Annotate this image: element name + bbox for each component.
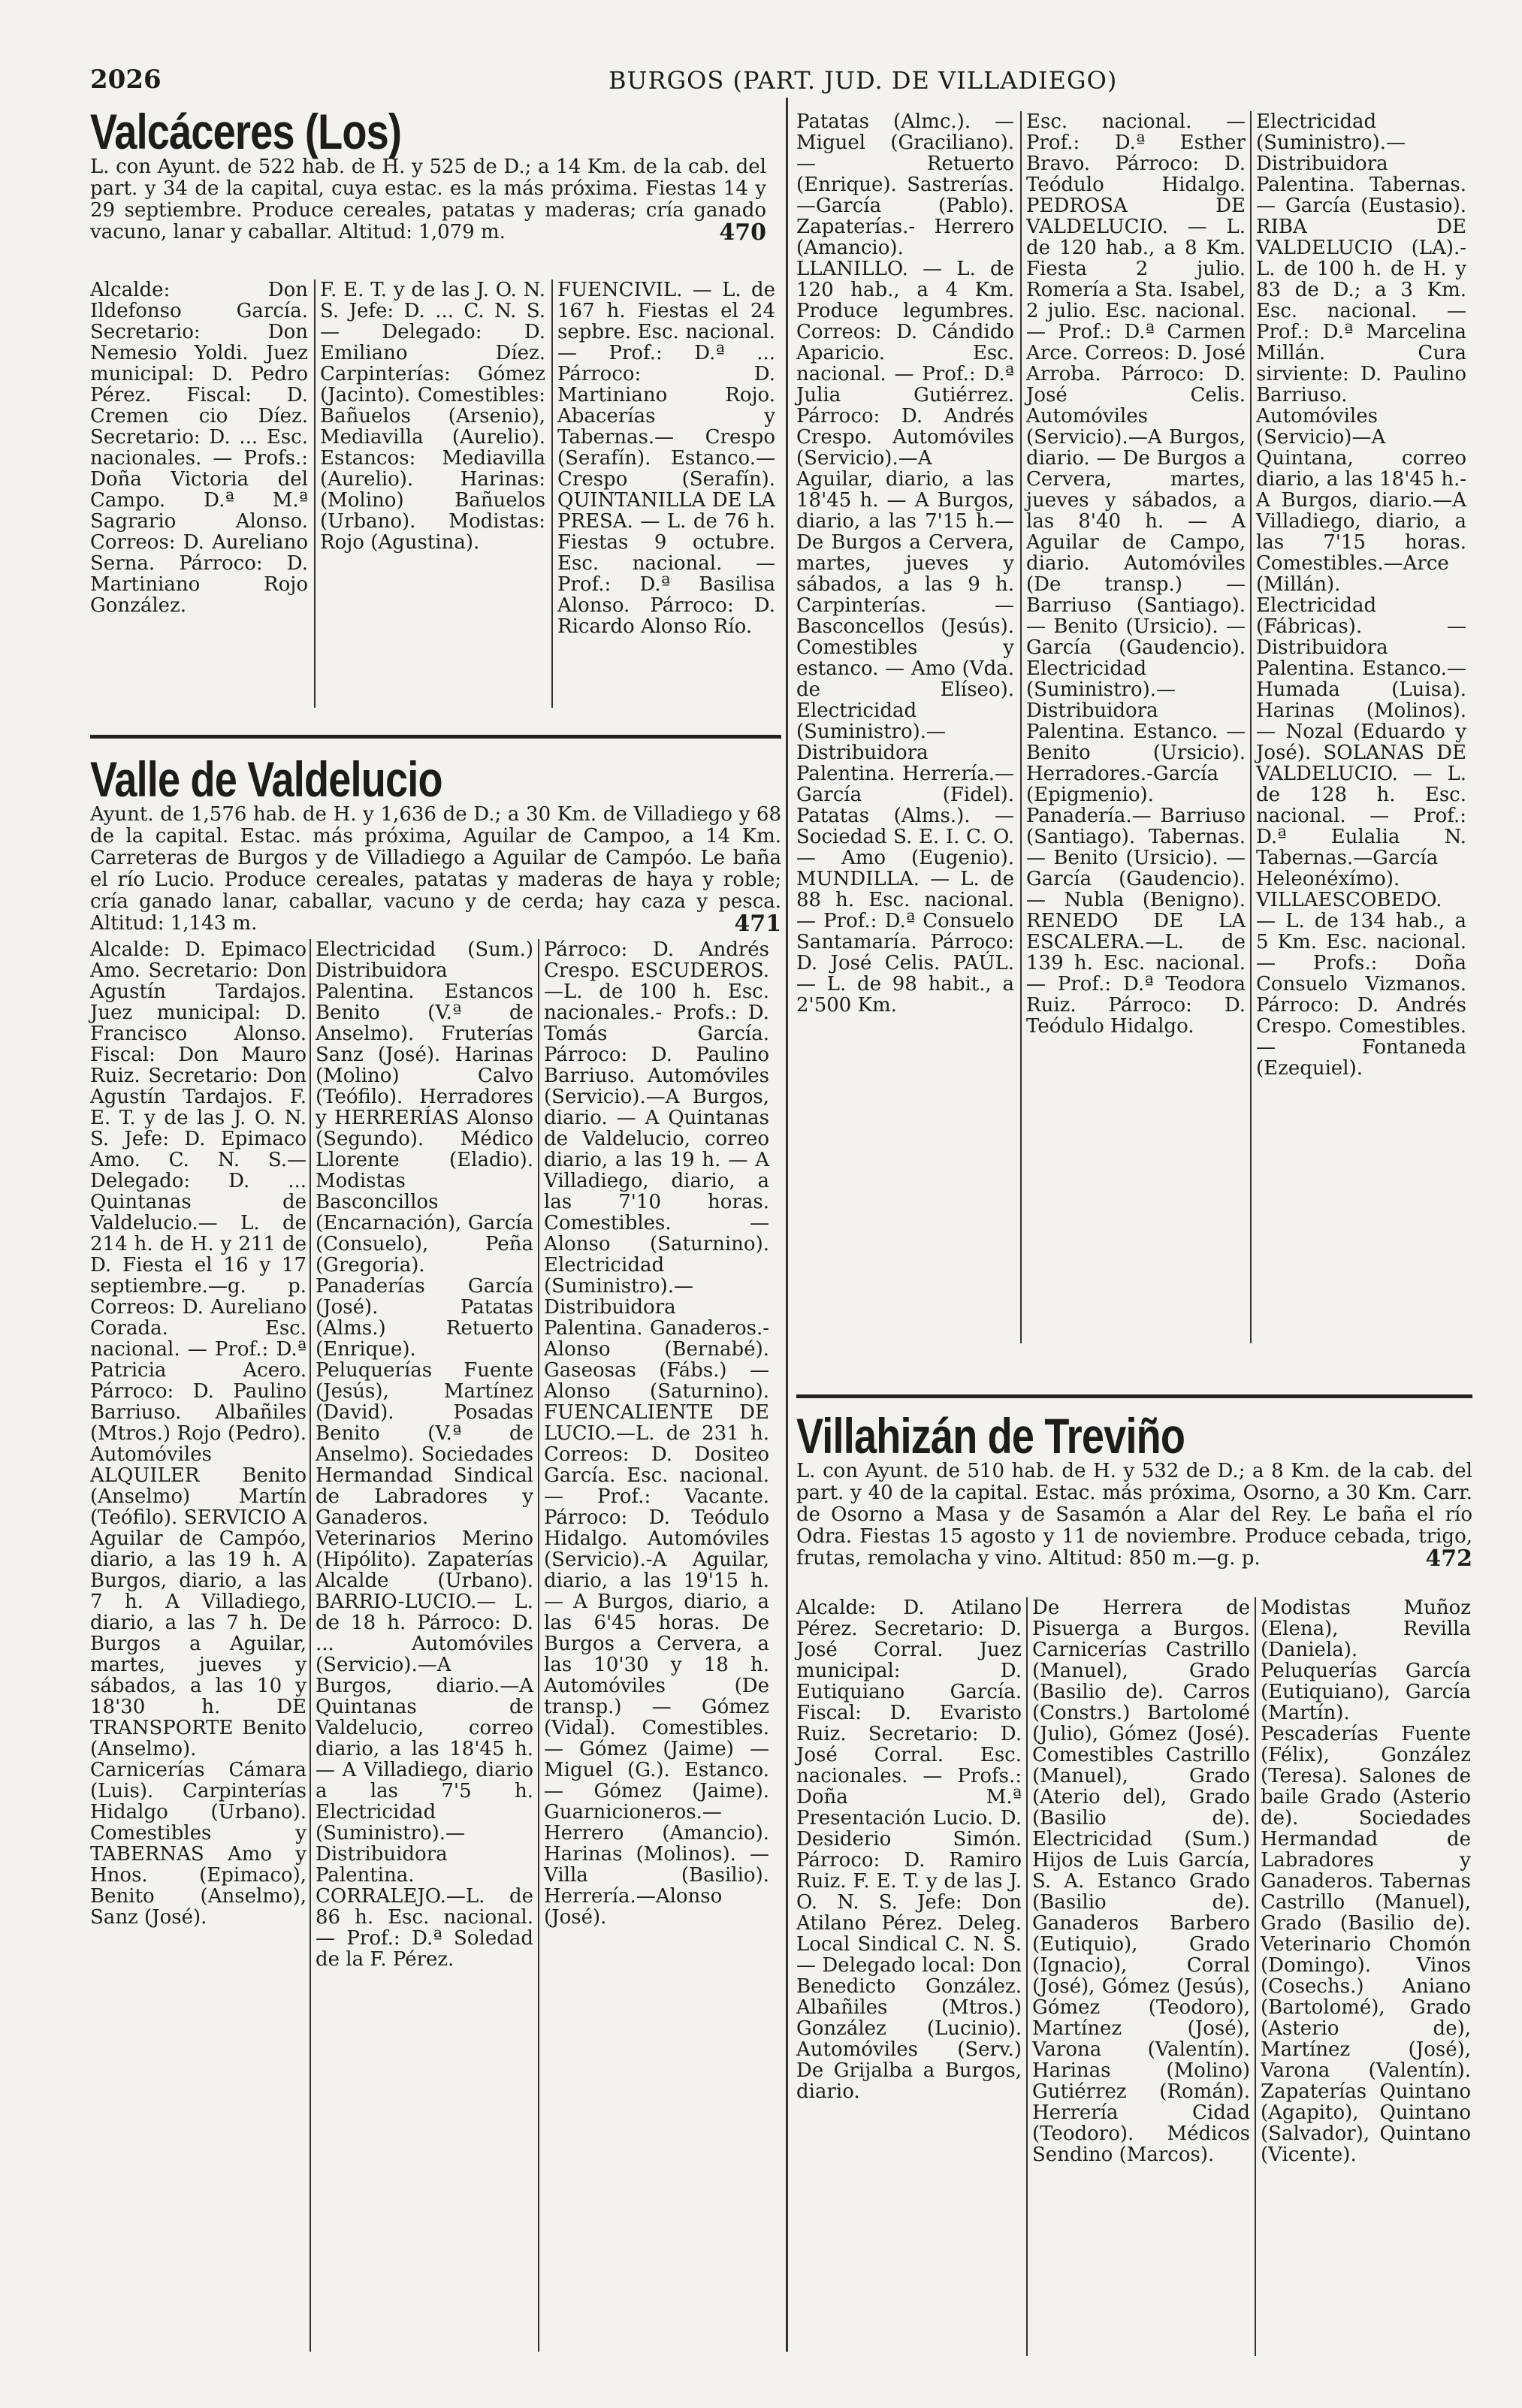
valdelucio-col-2 — [316, 939, 533, 1973]
intro-text: L. con Ayunt. de 510 hab. de H. y 532 de D.; a 8 Km. de la cab. del part. y 40 de la capital. Estac. más próxima, Osorno, a 30 Km. Carr. de Osorno a Masa y de Sasamón a Alar del Rey. Le baña el río Odra. Fiestas 15 agosto y 11 de noviembre. Produce cebada, trigo, frutas, remolacha y vino. Altitud: 850 m.—g. p. — [796, 1460, 1472, 1570]
entry-number: 472 — [1425, 1545, 1472, 1572]
column-divider — [1020, 111, 1022, 1343]
section-intro — [796, 1461, 1472, 1570]
valdelucio-col-3 — [544, 939, 769, 1931]
page-column-divider — [786, 98, 788, 2352]
villahizan-col-3 — [1261, 1597, 1471, 2168]
section-title: Villahizán de Treviño — [796, 1408, 1185, 1464]
column-text: Modistas Muñoz (Elena), Revilla (Daniela). Peluquerías García (Eutiquiano), García (Martín). Pescaderías Fuente (Félix), González (Teresa). Salones de baile Grado (Asterio de). Sociedades Hermandad de Labradores y Ganaderos. Tabernas Castrillo (Manuel), Grado (Basilio de). Veterinario Chomón (Domingo). Vinos (Cosechs.) Aniano (Bartolomé), Grado (Asterio de), Martínez (José), Varona (Valentín). Zapaterías Quintano (Agapito), Quintano (Salvador), Quintano (Vicente). — [1261, 1597, 1471, 2166]
entry-number: 470 — [719, 219, 766, 246]
section-villahizan — [796, 1408, 1472, 1572]
column-text: Patatas (Almc.). —Miguel (Graciliano). — Retuerto (Enrique). Sastrerías.—García (Pablo). Zapaterías.- Herrero (Amancio). LLANILLO. — L. de 120 hab., a 4 Km. Produce legumbres. Correos: D. Cándido Aparicio. Esc. nacional. — Prof.: D.ª Julia Gutiérrez. Párroco: D. Andrés Crespo. Automóviles (Servicio).—A Aguilar, diario, a las 18'45 h. — A Burgos, diario, a las 7'15 h.—De Burgos a Cervera, martes, jueves y sábados, a las 9 h. Carpinterías. — Basconcellos (Jesús). Comestibles y estanco. — Amo (Vda. de Elíseo). Electricidad (Suministro).—Distribuidora Palentina. Herrería.— García (Fidel). Patatas (Alms.). — Sociedad S. E. I. C. O.— Amo (Eugenio). MUNDILLA. — L. de 88 h. Esc. nacional. — Prof.: D.ª Consuelo Santamaría. Párroco: D. José Celis. PAÚL. — L. de 98 habit., a 2'500 Km. — [796, 110, 1014, 1017]
villahizan-col-1 — [796, 1597, 1022, 2105]
page-number: 2026 — [90, 65, 162, 95]
column-text: De Herrera de Pisuerga a Burgos. Carnicerías Castrillo (Manuel), Grado (Basilio de). Carros (Constrs.) Bartolomé (Julio), Gómez (José). Comestibles Castrillo (Manuel), Grado (Aterio del), Grado (Basilio de). Electricidad (Sum.) Hijos de Luis García, S. A. Estanco Grado (Basilio de). Ganaderos Barbero (Eutiquio), Grado (Ignacio), Corral (José), Gómez (Jesús), Gómez (Teodoro), Martínez (José), Varona (Valentín). Harinas (Molino) Gutiérrez (Román). Herrería Cidad (Teodoro). Médicos Sendino (Marcos). — [1032, 1597, 1250, 2166]
page-header — [90, 65, 1457, 102]
section-valle-valdelucio — [90, 751, 781, 937]
valdelucio-col-6 — [1256, 111, 1466, 1082]
column-divider — [1250, 111, 1252, 1343]
column-divider — [1026, 1597, 1028, 2356]
column-text: Esc. nacional. — Prof.: D.ª Esther Bravo. Párroco: D. Teódulo Hidalgo. PEDROSA DE VALDELUCIO. — L. de 120 hab., a 8 Km. Fiesta 2 julio. Romería a Sta. Isabel, 2 julio. Esc. nacional. — Prof.: D.ª Carmen Arce. Correos: D. José Arroba. Párroco: D. José Celis. Automóviles (Servicio).—A Burgos, diario. — De Burgos a Cervera, martes, jueves y sábados, a las 8'40 h. — A Aguilar de Campo, diario. Automóviles (De transp.) — Barriuso (Santiago). — Benito (Ursicio). — García (Gaudencio). Electricidad (Suministro).—Distribuidora Palentina. Estanco. — Benito (Ursicio). Herradores.-García (Epigmenio). Panadería.— Barriuso (Santiago). Tabernas. — Benito (Ursicio). —García (Gaudencio). — Nubla (Benigno). RENEDO DE LA ESCALERA.—L. de 139 h. Esc. nacional. — Prof.: D.ª Teodora Ruiz. Párroco: D. Teódulo Hidalgo. — [1026, 110, 1246, 1038]
entry-number: 471 — [734, 911, 781, 937]
column-text: Electricidad (Suministro).—Distribuidora Palentina. Tabernas.— García (Eustasio). RIBA DE VALDELUCIO (LA).-L. de 100 h. de H. y 83 de D.; a 3 Km. Esc. nacional. — Prof.: D.ª Marcelina Millán. Cura sirviente: D. Paulino Barriuso. Automóviles (Servicio)—A Quintana, correo diario, a las 18'45 h.-A Burgos, diario.—A Villadiego, diario, a las 7'15 horas. Comestibles.—Arce (Millán). Electricidad (Fábricas). — Distribuidora Palentina. Estanco.—Humada (Luisa). Harinas (Molinos). — Nozal (Eduardo y José). SOLANAS DE VALDELUCIO. — L. de 128 h. Esc. nacional. — Prof.: D.ª Eulalia N. Tabernas.—García Heleonéxímo). VILLAESCOBEDO. — L. de 134 hab., a 5 Km. Esc. nacional. — Profs.: Doña Consuelo Vizmanos. Párroco: D. Andrés Crespo. Comestibles. — Fontaneda (Ezequiel). — [1256, 110, 1466, 1080]
valdelucio-col-4 — [796, 111, 1014, 1019]
section-title: Valle de Valdelucio — [90, 751, 442, 807]
column-text: Alcalde: D. Epimaco Amo. Secretario: Don Agustín Tardajos. Juez municipal: D. Francisco Alonso. Fiscal: Don Mauro Ruiz. Secretario: Don Agustín Tardajos. F. E. T. y de las J. O. N. S. Jefe: D. Epimaco Amo. C. N. S.—Delegado: D. ... Quintanas de Valdelucio.— L. de 214 h. de H. y 211 de D. Fiesta el 16 y 17 septiembre.—g. p. Correos: D. Aureliano Corada. Esc. nacional. — Prof.: D.ª Patricia Acero. Párroco: D. Paulino Barriuso. Albañiles (Mtros.) Rojo (Pedro). Automóviles ALQUILER Benito (Anselmo) Martín (Teófilo). SERVICIO A Aguilar de Campóo, diario, a las 19 h. A Burgos, diario, a las 7 h. A Villadiego, diario, a las 7 h. De Burgos a Aguilar, martes, jueves y sábados, a las 10 y 18'30 h. DE TRANSPORTE Benito (Anselmo). Carnicerías Cámara (Luis). Carpinterías Hidalgo (Urbano). Comestibles y TABERNAS Amo y Hnos. (Epimaco), Benito (Anselmo), Sanz (José). — [90, 938, 307, 1929]
valdelucio-col-1 — [90, 939, 307, 1931]
column-divider — [538, 939, 539, 2352]
valdelucio-col-5 — [1026, 111, 1246, 1040]
column-text: Párroco: D. Andrés Crespo. ESCUDEROS.—L. de 100 h. Esc. nacionales.- Profs.: D. Tomás García. Párroco: D. Paulino Barriuso. Automóviles (Servicio).—A Burgos, diario. — A Quintanas de Valdelucio, correo diario, a las 19 h. — A Villadiego, diario, a las 7'10 horas. Comestibles. — Alonso (Saturnino). Electricidad (Suministro).—Distribuidora Palentina. Ganaderos.-Alonso (Bernabé). Gaseosas (Fábs.) — Alonso (Saturnino). FUENCALIENTE DE LUCIO.—L. de 231 h. Correos: D. Dositeo García. Esc. nacional. — Prof.: Vacante. Párroco: D. Teódulo Hidalgo. Automóviles (Servicio).-A Aguilar, diario, a las 19'15 h. — A Burgos, diario, a las 6'45 horas. De Burgos a Cervera, a las 10'30 y 18 h. Automóviles (De transp.) — Gómez (Vidal). Comestibles. — Gómez (Jaime) —Miguel (G.). Estanco. — Gómez (Jaime). Guarnicioneros.— Herrero (Amancio). Harinas (Molinos). — Villa (Basilio). Herrería.—Alonso (José). — [544, 938, 769, 1929]
section-rule — [796, 1394, 1472, 1398]
column-divider — [551, 279, 553, 708]
column-text: Alcalde: D. Atilano Pérez. Secretario: D. José Corral. Juez municipal: D. Eutiquiano García. Fiscal: D. Evaristo Ruiz. Secretario: D. José Corral. Esc. nacionales. — Profs.: Doña M.ª Presentación Lucio. D. Desiderio Simón. Párroco: D. Ramiro Ruiz. F. E. T. y de las J. O. N. S. Jefe: Don Atilano Pérez. Deleg. Local Sindical C. N. S. — Delegado local: Don Benedicto González. Albañiles (Mtros.) González (Lucinio). Automóviles (Serv.) De Grijalba a Burgos, diario. — [796, 1597, 1022, 2103]
column-divider — [314, 279, 316, 708]
column-divider — [1255, 1597, 1256, 2356]
column-text: Electricidad (Sum.) Distribuidora Palentina. Estancos Benito (V.ª de Anselmo). Fruterías Sanz (José). Harinas (Molino) Calvo (Teófilo). Herradores y HERRERÍAS Alonso (Segundo). Médico Llorente (Eladio). Modistas Basconcillos (Encarnación), García (Consuelo), Peña (Gregoria). Panaderías García (José). Patatas (Alms.) Retuerto (Enrique). Peluquerías Fuente (Jesús), Martínez (David). Posadas Benito (V.ª de Anselmo). Sociedades Hermandad Sindical de Labradores y Ganaderos. Veterinarios Merino (Hipólito). Zapaterías Alcalde (Urbano). BARRIO-LUCIO.— L. de 18 h. Párroco: D. ... Automóviles (Servicio).—A Burgos, diario.—A Quintanas de Valdelucio, correo diario, a las 18'45 h. — A Villadiego, diario a las 7'5 h. Electricidad (Suministro).—Distribuidora Palentina. CORRALEJO.—L. de 86 h. Esc. nacional. — Prof.: D.ª Soledad de la F. Pérez. — [316, 938, 533, 1971]
section-intro — [90, 156, 766, 246]
intro-text: Ayunt. de 1,576 hab. de H. y 1,636 de D.; a 30 Km. de Villadiego y 68 de la capital. Estac. más próxima, Aguilar de Campoo, a 14 Km. Carreteras de Burgos y de Villadiego a Aguilar de Campóo. Le baña el río Lucio. Produce cereales, patatas y maderas de haya y roble; cría ganado lanar, caballar, vacuno y de cerda; hay caza y pesca. Altitud: 1,143 m. — [90, 803, 781, 935]
valcaceres-col-3 — [557, 279, 775, 640]
running-title: BURGOS (PART. JUD. DE VILLADIEGO) — [608, 66, 1118, 95]
section-intro — [90, 804, 781, 935]
valcaceres-col-2 — [320, 279, 545, 556]
intro-text: L. con Ayunt. de 522 hab. de H. y 525 de D.; a 14 Km. de la cab. del part. y 34 de la capital, cuya estac. es la más próxima. Fiestas 14 y 29 septiembre. Produce cereales, patatas y maderas; cría ganado vacuno, lanar y caballar. Altitud: 1,079 m. — [90, 156, 766, 243]
column-text: Alcalde: Don Ildefonso García. Secretario: Don Nemesio Yoldi. Juez municipal: D. Pedro Pérez. Fiscal: D. Cremen cio Díez. Secretario: D. ... Esc. nacionales. — Profs.: Doña Victoria del Campo. D.ª M.ª Sagrario Alonso. Correos: D. Aureliano Serna. Párroco: D. Martiniano Rojo González. — [90, 279, 308, 617]
villahizan-col-2 — [1032, 1597, 1250, 2168]
valcaceres-col-1 — [90, 279, 308, 619]
column-text: FUENCIVIL. — L. de 167 h. Fiestas el 24 sepbre. Esc. nacional. — Prof.: D.ª ... Párroco: D. Martiniano Rojo. Abacerías y Tabernas.— Crespo (Serafín). Estanco.— Crespo (Serafín). QUINTANILLA DE LA PRESA. — L. de 76 h. Fiestas 9 octubre. Esc. nacional. — Prof.: D.ª Basilisa Alonso. Párroco: D. Ricardo Alonso Río. — [557, 279, 775, 638]
column-text: F. E. T. y de las J. O. N. S. Jefe: D. ... C. N. S. — Delegado: D. Emiliano Díez. Carpinterías: Gómez (Jacinto). Comestibles: Bañuelos (Arsenio), Mediavilla (Aurelio). Estancos: Mediavilla (Aurelio). Harinas: (Molino) Bañuelos (Urbano). Modistas: Rojo (Agustina). — [320, 279, 545, 554]
section-rule — [90, 735, 781, 739]
column-divider — [310, 939, 311, 2352]
section-title: Valcáceres (Los) — [90, 104, 402, 159]
section-valcaceres — [90, 104, 766, 246]
